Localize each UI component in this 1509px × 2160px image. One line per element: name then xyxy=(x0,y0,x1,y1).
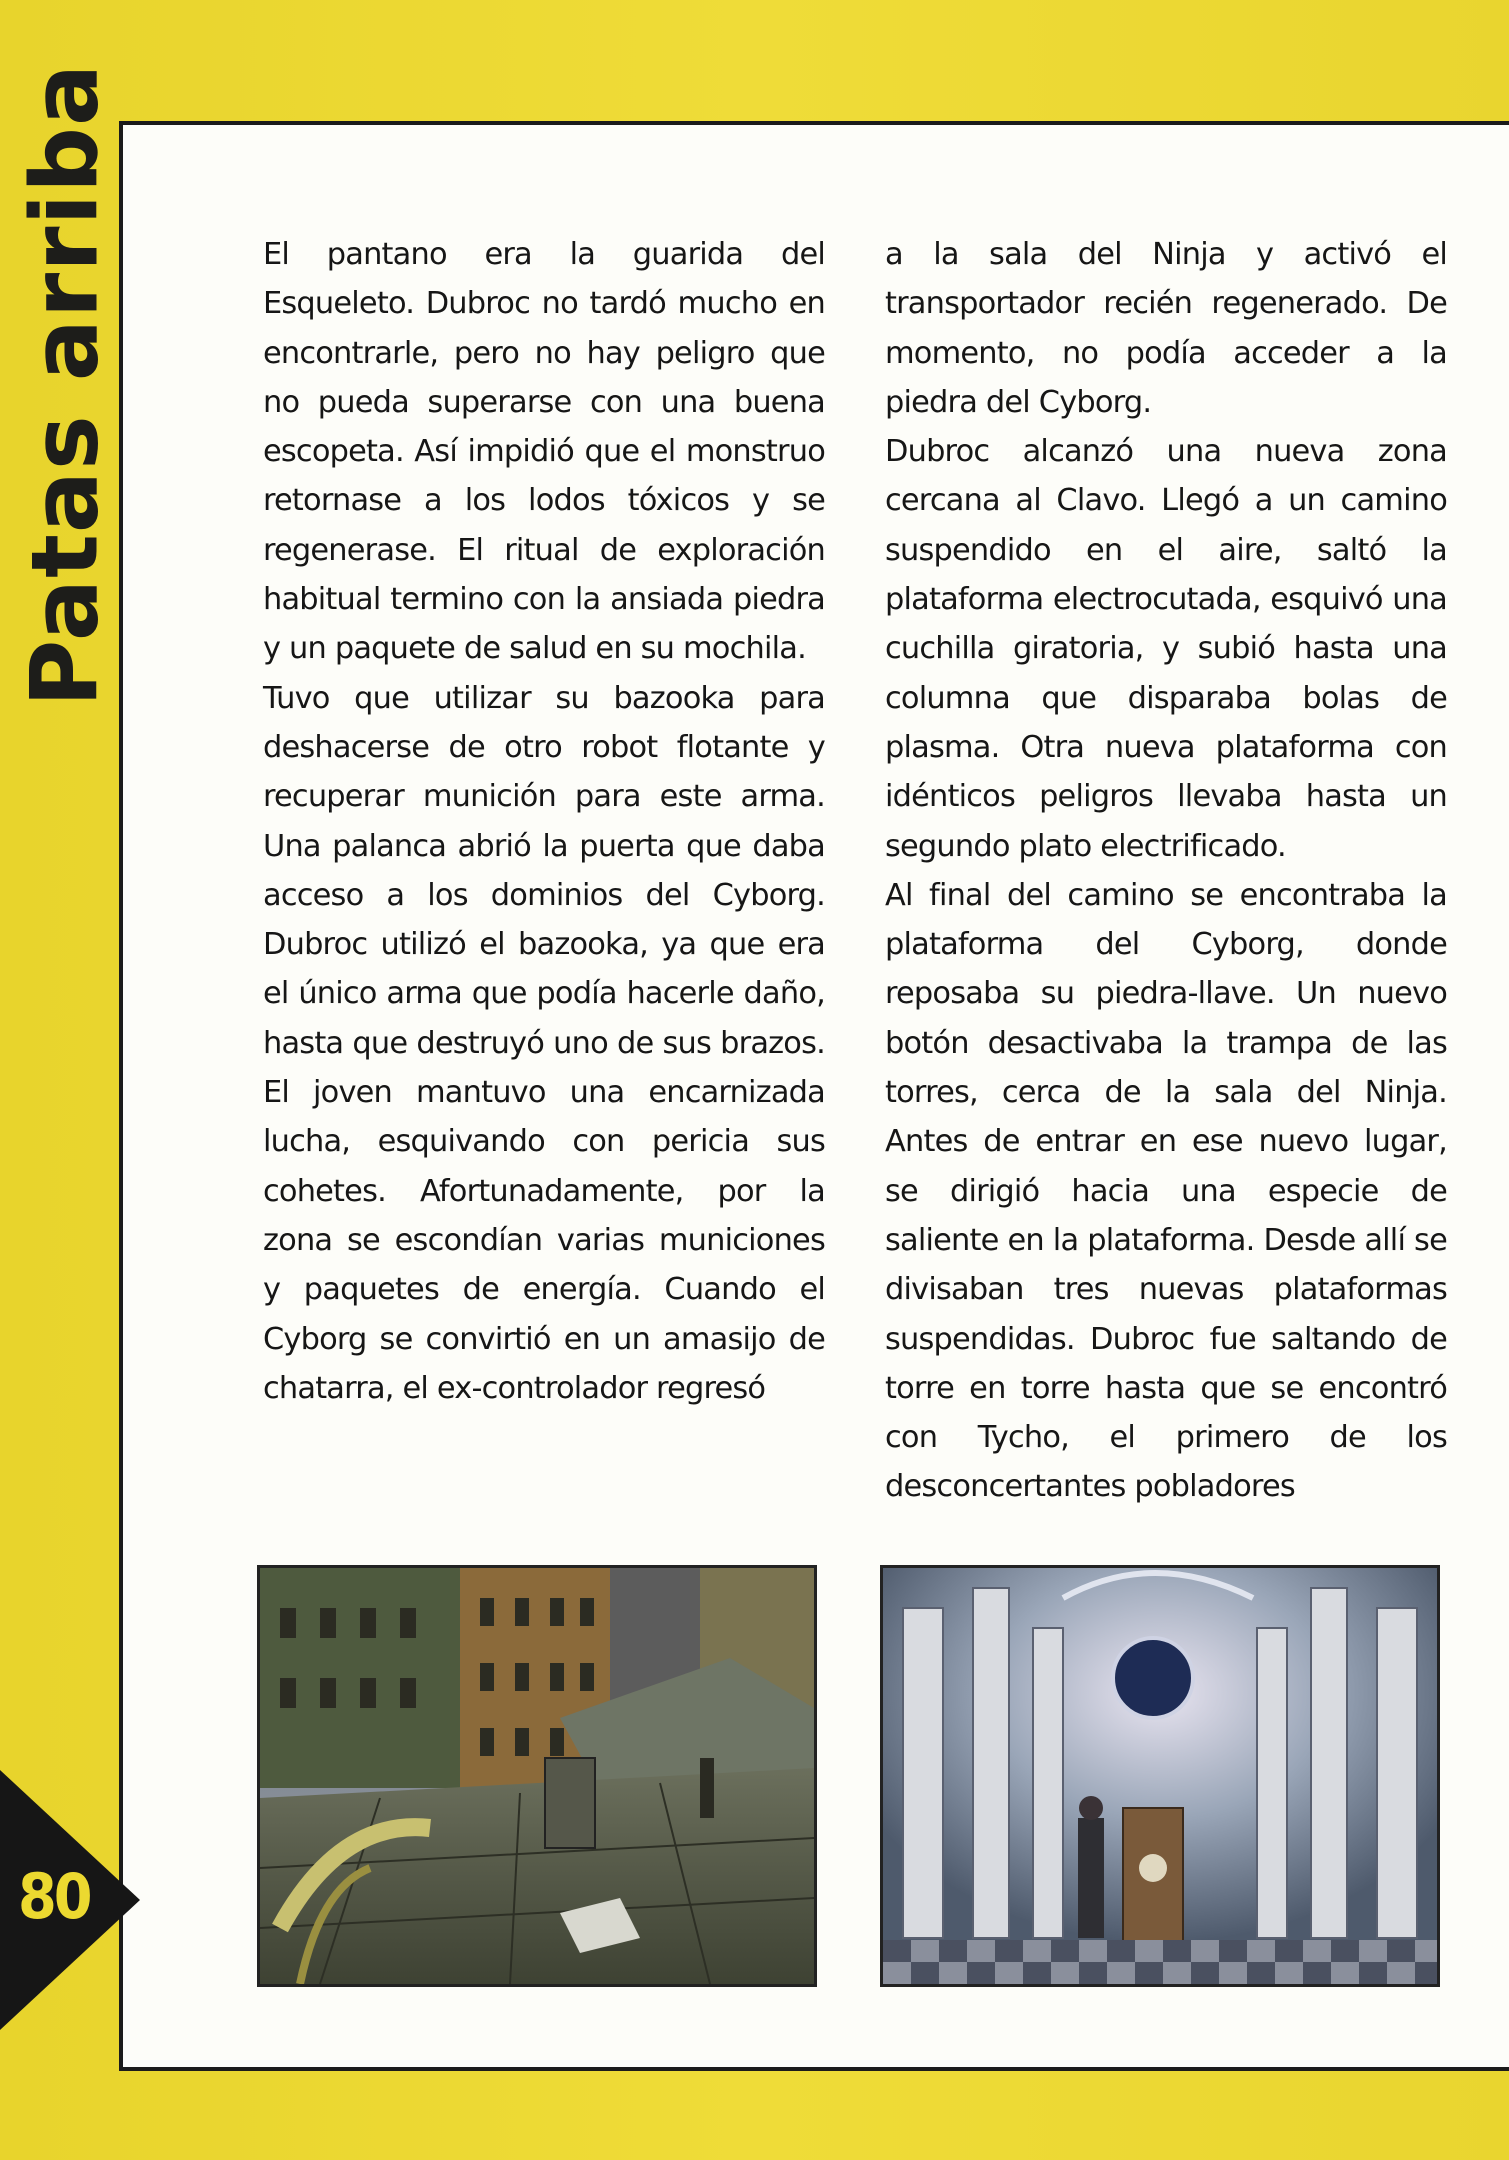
page-number: 80 xyxy=(18,1860,90,1933)
paragraph: a la sala del Ninja y activó el transportador recién regenerado. De momento, no podía acceder a la piedra del Cyborg. xyxy=(885,237,1447,420)
paragraph: Al final del camino se encontraba la plataforma del Cyborg, donde reposaba su piedra-llave. Un nuevo botón desactivaba la trampa de las torres, cerca de la sala del Ninja. Antes de entrar en ese nuevo lugar, se dirigió hacia una especie de saliente en la plataforma. Desde allí se divisaban tres nuevas plataformas suspendidas. Dubroc fue saltando de torre en torre hasta que se encontró con Tycho, el primero de los desconcertantes pobladores xyxy=(885,877,1447,1505)
game-screenshot-cathedral xyxy=(880,1565,1440,1987)
section-title xyxy=(6,62,124,708)
paragraph: Tuvo que utilizar su bazooka para deshacerse de otro robot flotante y recuperar munición para este arma. Una palanca abrió la puerta que daba acceso a los dominios del Cyborg. Dubroc utilizó el bazooka, ya que era el único arma que podía hacerle daño, hasta que destruyó uno de sus brazos. El joven mantuvo una encarnizada lucha, esquivando con pericia sus cohetes. Afortunadamente, por la zona se escondían varias municiones y paquetes de energía. Cuando el Cyborg se convirtió en un amasijo de chatarra, el ex-controlador regresó xyxy=(263,680,825,1406)
game-screenshot-city xyxy=(257,1565,817,1987)
text-column-left xyxy=(263,230,825,1413)
paragraph: El pantano era la guarida del Esqueleto. Dubroc no tardó mucho en encontrarle, pero no hay peligro que no pueda superarse con una buena escopeta. Así impidió que el monstruo retornase a los lodos tóxicos y se regenerase. El ritual de exploración habitual termino con la ansiada piedra y un paquete de salud en su mochila. xyxy=(263,237,825,667)
section-title-text: Patas arriba xyxy=(11,62,119,708)
paragraph: Dubroc alcanzó una nueva zona cercana al Clavo. Llegó a un camino suspendido en el aire, saltó la plataforma electrocutada, esquivó una cuchilla giratoria, y subió hasta una columna que disparaba bolas de plasma. Otra nueva plataforma con idénticos peligros llevaba hasta un segundo plato electrificado. xyxy=(885,434,1447,864)
text-column-right xyxy=(885,230,1447,1512)
